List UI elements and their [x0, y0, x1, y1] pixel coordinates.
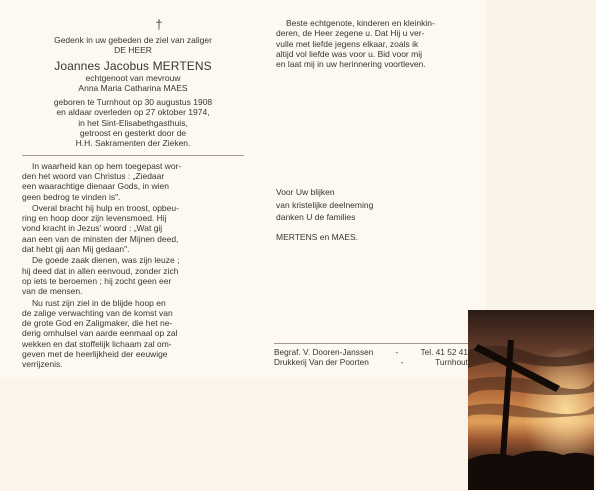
text-line: In waarheid kan op hem toegepast wor- [32, 160, 182, 171]
credits-block [274, 343, 468, 368]
hills [468, 451, 594, 490]
thanks-line: danken U de families [276, 212, 356, 223]
bio-block [22, 97, 244, 148]
thanks-block [276, 186, 373, 243]
text-line: geen bedrog te vinden is". [22, 191, 121, 202]
text-line: deren, de Heer zegene u. Dat Hij u ver- [276, 28, 425, 39]
deceased-name: Joannes Jacobus MERTENS [54, 58, 212, 73]
thanks-line: Voor Uw blijken [276, 187, 335, 197]
text-line: altijd vol liefde was voor u. Bid voor mij [276, 48, 422, 59]
family-names: MERTENS en MAES. [276, 231, 359, 242]
honorific: DE HEER [114, 45, 152, 56]
printer-city: Turnhout [435, 357, 468, 368]
text-line: geven met de heerlijkheid der eeuwige [22, 349, 168, 360]
paragraph [22, 255, 244, 296]
text-line: Overal bracht hij hulp en troost, opbeu- [32, 202, 179, 213]
farewell-message [276, 18, 466, 69]
undertaker-name: Begraf. V. Dooren-Janssen [274, 347, 374, 357]
text-line: aan een van de minsten der Mijnen deed, [22, 233, 179, 244]
text-line: derig omhulsel van aarde eenmaal op zal [22, 328, 178, 339]
cross-sunset-photo [468, 310, 594, 490]
paragraph [22, 161, 244, 202]
text-line: vond kracht in Jezus' woord : „Wat gij [22, 223, 163, 234]
paragraph [22, 203, 244, 254]
bio-line: getroost en gesterkt door de [79, 128, 187, 139]
text-line: ring en hoop door zijn levensmoed. Hij [22, 213, 167, 224]
intro-line: Gedenk in uw gebeden de ziel van zaliger [54, 35, 212, 45]
text-line: op iets te beroemen ; hij zocht geen eer [22, 275, 172, 286]
phone-number: Tel. 41 52 41 [420, 347, 468, 357]
spouse-label: echtgenoot van mevrouw [85, 72, 181, 83]
text-line: van de mensen. [22, 286, 83, 297]
text-line: Nu rust zijn ziel in de blijde hoop en [32, 297, 166, 308]
left-column [22, 18, 244, 371]
bio-line: H.H. Sakramenten der Zieken. [75, 138, 191, 149]
text-line: wekken en dat stoffelijk lichaam zal om- [22, 338, 172, 349]
printer-name: Drukkerij Van der Poorten [274, 357, 369, 368]
text-line: dat hebt gij aan Mij gedaan". [22, 244, 130, 255]
printer-row [274, 357, 468, 367]
bio-line: en aldaar overleden op 27 oktober 1974, [56, 107, 210, 118]
bio-line: in het Sint-Elisabethgasthuis, [78, 117, 188, 128]
text-line: de zalige verwachting van de komst van [22, 307, 173, 318]
divider [22, 155, 244, 156]
text-line: de grote God en Zaligmaker, die het ne- [22, 318, 173, 329]
text-line: verrijzenis. [22, 359, 63, 370]
text-line: Beste echtgenote, kinderen en kleinkin- [286, 18, 435, 28]
text-line: vulle met liefde jegens elkaar, zoals ik [276, 38, 419, 49]
bio-line: geboren te Turnhout op 30 augustus 1908 [53, 97, 213, 108]
separator: - [395, 347, 399, 357]
text-line: den het woord van Christus : „Ziedaar [22, 170, 165, 181]
undertaker-row [274, 347, 468, 357]
cross-icon: † [155, 17, 163, 32]
spouse-name: Anna Maria Catharina MAES [78, 82, 188, 93]
text-line: en laat mij in uw herinnering voortleven. [276, 59, 426, 70]
text-line: een waarachtige dienaar Gods, in wien [22, 181, 169, 192]
paragraph [22, 298, 244, 370]
text-line: De goede zaak dienen, was zijn leuze ; [32, 255, 180, 266]
text-line: hij deed dat in allen eenvoud, zonder zich [22, 265, 179, 276]
separator: - [400, 357, 404, 368]
thanks-line: van kristelijke deelneming [276, 199, 374, 210]
